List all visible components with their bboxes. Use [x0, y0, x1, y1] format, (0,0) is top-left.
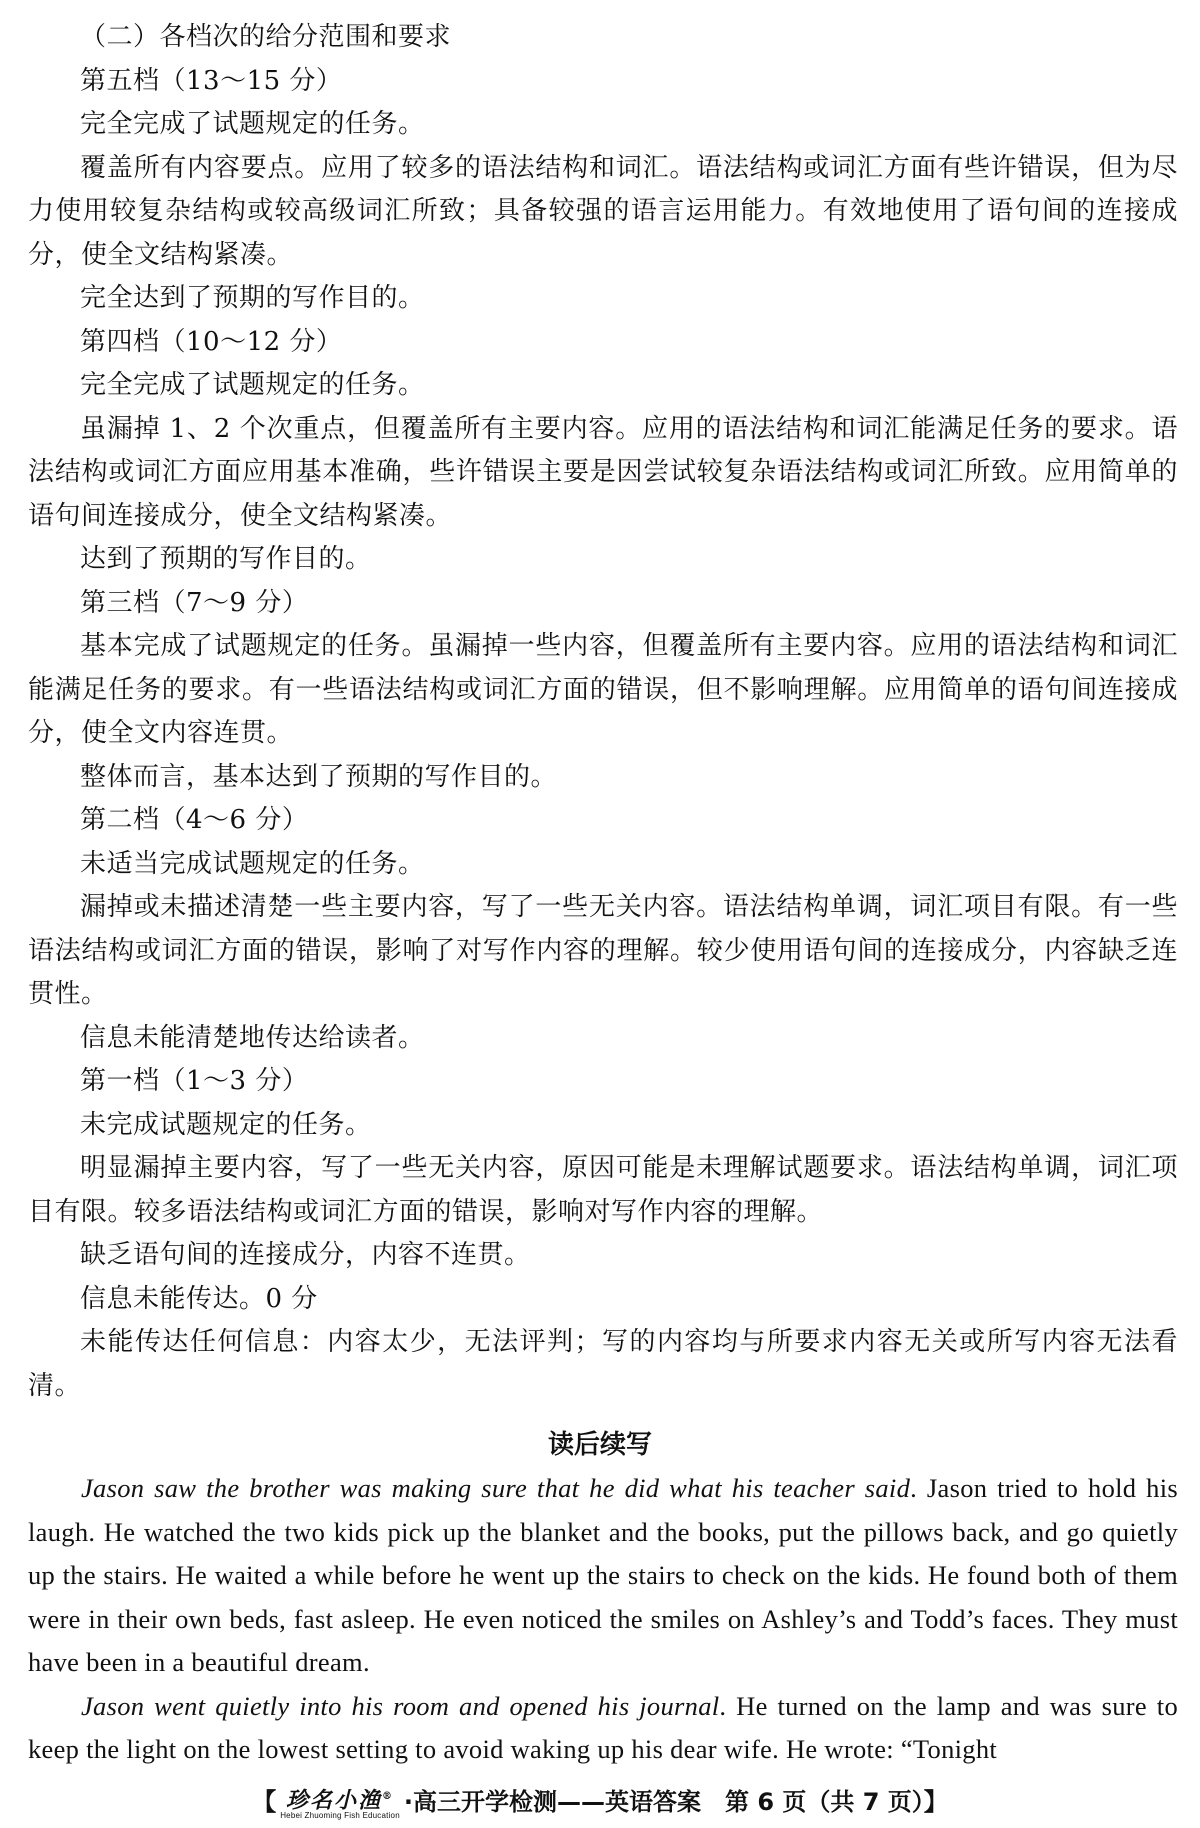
- paragraph: 达到了预期的写作目的。: [80, 544, 372, 574]
- paragraph: 未适当完成试题规定的任务。: [80, 848, 425, 879]
- given-sentence: Jason saw the brother was making sure that he did what his teacher said: [81, 1473, 911, 1503]
- paragraph: 信息未能清楚地传达给读者。: [80, 1022, 425, 1053]
- essay-paragraph-2: [28, 1685, 1178, 1772]
- paragraph: 缺乏语句间的连接成分，内容不连贯。: [80, 1240, 531, 1270]
- paragraph: 覆盖所有内容要点。应用了较多的语法结构和词汇。语法结构或词汇方面有些许错误，但为尽力使用较复杂结构或较高级词汇所致；具备较强的语言运用能力。有效地使用了语句间的连接成分，使全文结构紧凑。: [28, 152, 1178, 270]
- grade-2-heading: 第二档（4～6 分）: [80, 805, 309, 835]
- essay-paragraph-1: [28, 1467, 1178, 1685]
- essay-text: . He turned on the lamp and was sure to keep the light on the lowest setting to avoid waking up his dear wife. He wrote: “Tonight: [28, 1690, 1178, 1764]
- paragraph: 虽漏掉 1、2 个次重点，但覆盖所有主要内容。应用的语法结构和词汇能满足任务的要求。语法结构或词汇方面应用基本准确，些许错误主要是因尝试较复杂语法结构或词汇所致。应用简单的语句间连接成分，使全文结构紧凑。: [28, 413, 1178, 531]
- sample-essay: [28, 1467, 1178, 1772]
- grade-0-heading: 信息未能传达。0 分: [80, 1283, 318, 1314]
- footer-right-bracket: 】: [923, 1788, 948, 1816]
- paragraph: 未能传达任何信息：内容太少，无法评判；写的内容均与所要求内容无关或所写内容无法看清。: [28, 1327, 1178, 1401]
- brand-logo: [280, 1786, 400, 1820]
- page-footer: [0, 1784, 1200, 1820]
- paragraph: 未完成试题规定的任务。: [80, 1109, 372, 1140]
- paragraph: 完全完成了试题规定的任务。: [80, 370, 425, 400]
- logo-subtitle: Hebei Zhuoming Fish Education: [280, 1811, 400, 1821]
- paragraph: 明显漏掉主要内容，写了一些无关内容，原因可能是未理解试题要求。语法结构单调，词汇项目有限。较多语法结构或词汇方面的错误，影响对写作内容的理解。: [28, 1153, 1178, 1227]
- grade-3-heading: 第三档（7～9 分）: [80, 587, 309, 618]
- paragraph: 完全完成了试题规定的任务。: [80, 109, 425, 139]
- essay-text: . Jason tried to hold his laugh. He watched the two kids pick up the blanket and the books, put the pillows back, and go quietly up the stairs. He waited a while before he went up the stairs to check on the kids. He found both of them were in their own beds, fast asleep. He even noticed the smiles on Ashley’s and Todd’s faces. They must have been in a beautiful dream.: [28, 1473, 1178, 1677]
- logo-text: 珍名小渔: [286, 1787, 383, 1814]
- grade-1-heading: 第一档（1～3 分）: [80, 1066, 309, 1096]
- continuation-writing-title: 读后续写: [547, 1430, 652, 1460]
- paragraph: 整体而言，基本达到了预期的写作目的。: [80, 761, 558, 792]
- footer-left-bracket: 【: [252, 1788, 277, 1816]
- section-heading: （二）各档次的给分范围和要求: [80, 22, 452, 52]
- grade-5-heading: 第五档（13～15 分）: [80, 65, 343, 96]
- paragraph: 完全达到了预期的写作目的。: [80, 283, 425, 313]
- grade-4-heading: 第四档（10～12 分）: [80, 326, 343, 357]
- paragraph: 漏掉或未描述清楚一些主要内容，写了一些无关内容。语法结构单调，词汇项目有限。有一些语法结构或词汇方面的错误，影响了对写作内容的理解。较少使用语句间的连接成分，内容缺乏连贯性。: [28, 892, 1178, 1009]
- given-sentence: Jason went quietly into his room and opened his journal: [81, 1690, 720, 1721]
- scoring-criteria-section: [28, 16, 1178, 1408]
- footer-text: ·高三开学检测——英语答案 第 6 页（共 7 页）: [403, 1788, 924, 1816]
- paragraph: 基本完成了试题规定的任务。虽漏掉一些内容，但覆盖所有主要内容。应用的语法结构和词汇能满足任务的要求。有一些语法结构或词汇方面的错误，但不影响理解。应用简单的语句间连接成分，使全文内容连贯。: [28, 631, 1178, 748]
- registered-mark: ®: [382, 1790, 395, 1802]
